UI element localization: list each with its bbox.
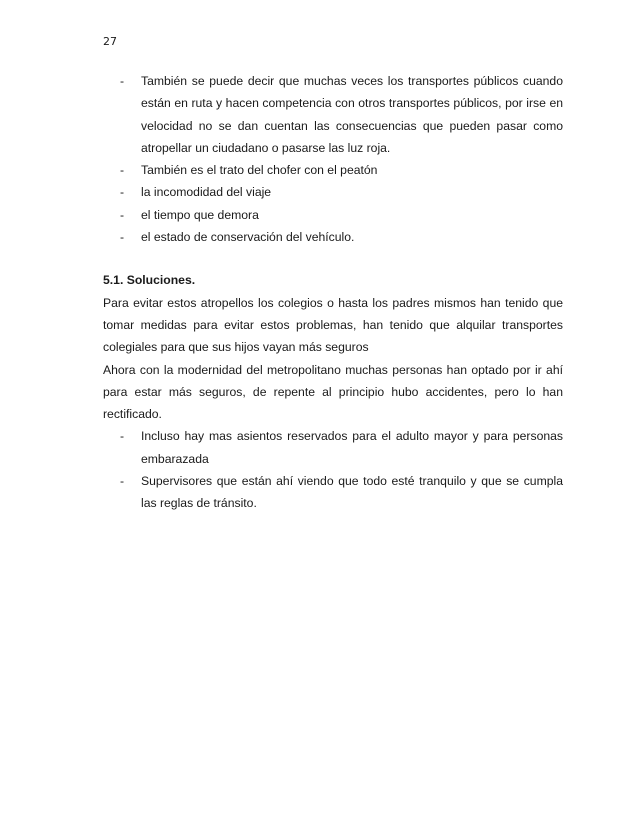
list-item xyxy=(103,226,563,248)
bullet-dash: - xyxy=(120,429,125,444)
list-item-text: También es el trato del chofer con el peatón xyxy=(141,163,378,178)
list-item xyxy=(103,470,563,515)
list-item-text: la incomodidad del viaje xyxy=(141,185,272,200)
page-number: 27 xyxy=(103,35,117,48)
list-item-text: Supervisores que están ahí viendo que todo esté tranquilo y que se cumpla las reglas de tránsito. xyxy=(141,474,563,511)
list-item-text: También se puede decir que muchas veces los transportes públicos cuando están en ruta y hacen competencia con otros transportes públicos, por irse en velocidad no se dan cuentan las consecuencias que pueden pasar como atropellar un ciudadano o pasarse las luz roja. xyxy=(141,74,563,155)
list-item-text: el estado de conservación del vehículo. xyxy=(141,230,355,245)
section-heading: 5.1. Soluciones. xyxy=(103,273,196,288)
list-item-text: Incluso hay mas asientos reservados para el adulto mayor y para personas embarazada xyxy=(141,429,563,466)
bullet-dash: - xyxy=(120,185,125,200)
bullet-dash: - xyxy=(120,163,125,178)
paragraph: Para evitar estos atropellos los colegios o hasta los padres mismos han tenido que tomar medidas para evitar estos problemas, han tenido que alquilar transportes colegiales para que sus hijos vayan más seguros xyxy=(103,295,563,355)
bullet-dash: - xyxy=(120,474,125,489)
problems-list xyxy=(103,70,563,248)
bullet-dash: - xyxy=(120,207,125,222)
page-body xyxy=(103,70,563,515)
list-item-text: el tiempo que demora xyxy=(141,207,259,222)
solutions-list xyxy=(103,425,563,514)
list-item xyxy=(103,425,563,470)
paragraph: Ahora con la modernidad del metropolitano muchas personas han optado por ir ahí para estar más seguros, de repente al principio hubo accidentes, pero lo han rectificado. xyxy=(103,362,563,422)
list-item xyxy=(103,204,563,226)
bullet-dash: - xyxy=(120,230,125,245)
list-item xyxy=(103,181,563,203)
list-item xyxy=(103,70,563,159)
bullet-dash: - xyxy=(120,74,125,88)
list-item xyxy=(103,159,563,181)
